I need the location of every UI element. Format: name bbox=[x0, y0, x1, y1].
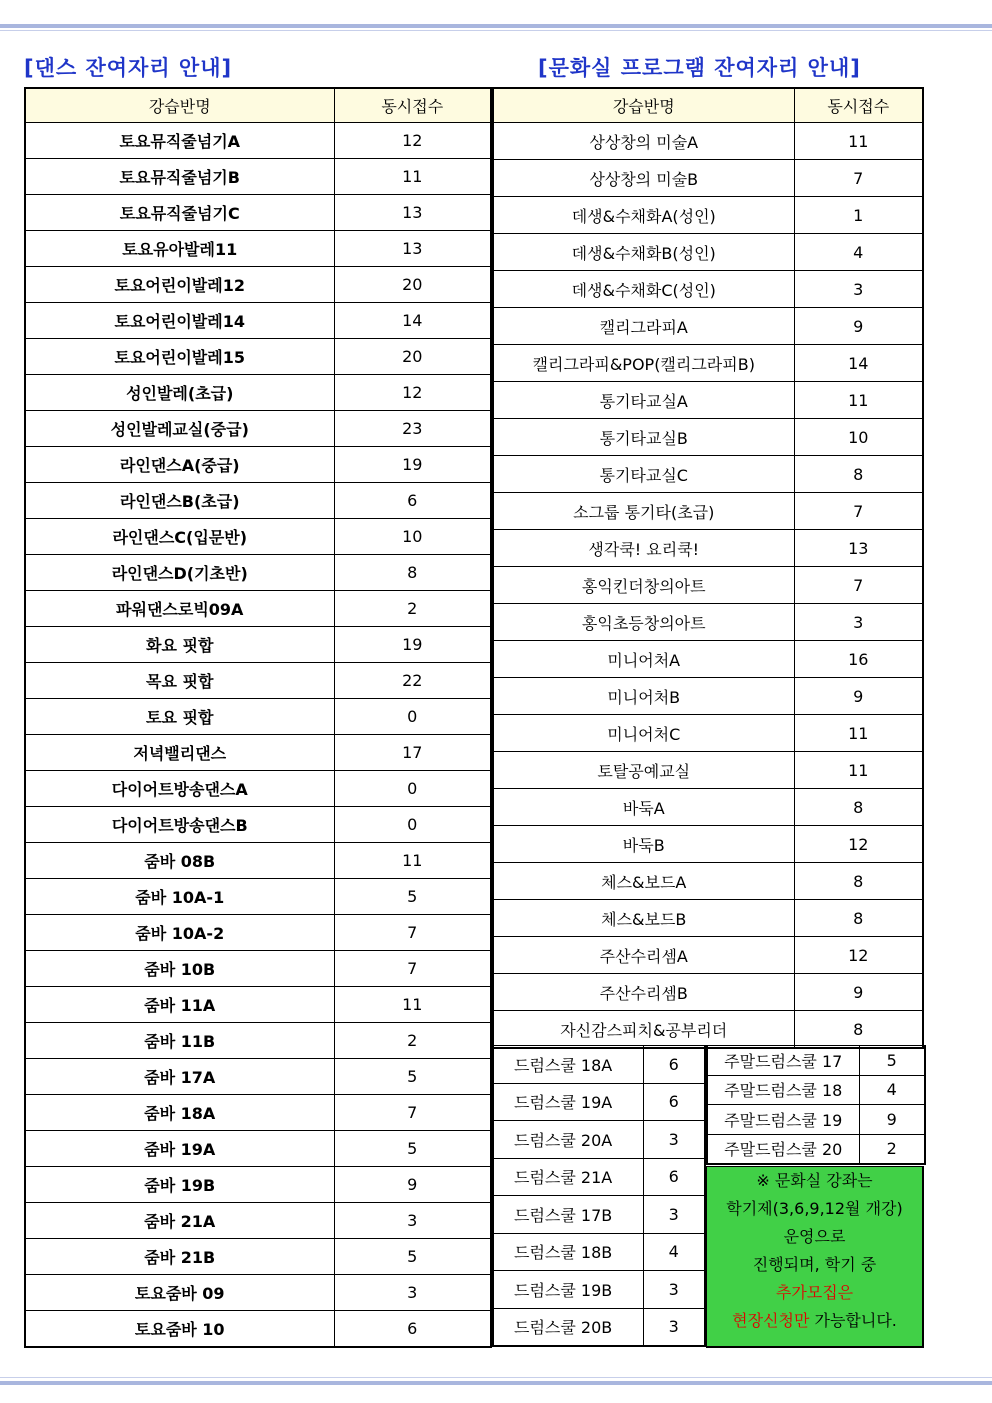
seat-count-cell: 11 bbox=[334, 159, 491, 195]
culture-row bbox=[493, 604, 923, 641]
seat-count-cell: 3 bbox=[643, 1308, 705, 1346]
seat-count-cell: 0 bbox=[334, 807, 491, 843]
seat-count-cell: 14 bbox=[794, 345, 923, 382]
class-name-cell: 바둑B bbox=[493, 826, 794, 863]
class-name-cell: 줌바 21B bbox=[25, 1239, 334, 1275]
class-name-cell: 성인발레(초급) bbox=[25, 375, 334, 411]
drum-row bbox=[493, 1196, 705, 1234]
class-name-cell: 홍익초등창의아트 bbox=[493, 604, 794, 641]
top-frame-line bbox=[0, 24, 992, 28]
weekend-drum-row bbox=[707, 1134, 925, 1164]
seat-count-cell: 5 bbox=[334, 1059, 491, 1095]
seat-count-cell: 5 bbox=[334, 1239, 491, 1275]
dance-row bbox=[25, 1275, 491, 1311]
culture-row bbox=[493, 530, 923, 567]
dance-row bbox=[25, 1203, 491, 1239]
class-name-cell: 홍익킨더창의아트 bbox=[493, 567, 794, 604]
notice-line-red: 추가모집은 bbox=[775, 1283, 854, 1302]
drum-row bbox=[493, 1308, 705, 1346]
class-name-cell: 주산수리셈B bbox=[493, 974, 794, 1011]
class-name-cell: 상상창의 미술A bbox=[493, 123, 794, 160]
class-name-cell: 드럼스쿨 20A bbox=[493, 1121, 643, 1159]
culture-row bbox=[493, 1011, 923, 1049]
seat-count-cell: 9 bbox=[794, 678, 923, 715]
dance-row bbox=[25, 303, 491, 339]
class-name-cell: 토요줌바 09 bbox=[25, 1275, 334, 1311]
class-name-cell: 드럼스쿨 18A bbox=[493, 1046, 643, 1084]
seat-count-cell: 20 bbox=[334, 267, 491, 303]
dance-row bbox=[25, 555, 491, 591]
culture-row bbox=[493, 419, 923, 456]
seat-count-cell: 13 bbox=[334, 231, 491, 267]
culture-row bbox=[493, 345, 923, 382]
class-name-cell: 줌바 10B bbox=[25, 951, 334, 987]
seat-count-cell: 12 bbox=[794, 937, 923, 974]
seat-count-cell: 3 bbox=[643, 1196, 705, 1234]
culture-row bbox=[493, 974, 923, 1011]
culture-row bbox=[493, 197, 923, 234]
class-name-cell: 드럼스쿨 17B bbox=[493, 1196, 643, 1234]
dance-row bbox=[25, 987, 491, 1023]
weekend-drum-row bbox=[707, 1046, 925, 1076]
dance-row bbox=[25, 771, 491, 807]
seat-count-cell: 3 bbox=[794, 604, 923, 641]
drum-table bbox=[492, 1045, 706, 1347]
class-name-cell: 토탈공예교실 bbox=[493, 752, 794, 789]
dance-row bbox=[25, 951, 491, 987]
class-name-cell: 토요어린이발레15 bbox=[25, 339, 334, 375]
class-name-cell: 줌바 19B bbox=[25, 1167, 334, 1203]
class-name-cell: 성인발레교실(중급) bbox=[25, 411, 334, 447]
class-name-cell: 파워댄스로빅09A bbox=[25, 591, 334, 627]
notice-line: 학기제(3,6,9,12월 개강) bbox=[726, 1199, 903, 1218]
culture-row bbox=[493, 382, 923, 419]
class-name-cell: 줌바 08B bbox=[25, 843, 334, 879]
dance-row bbox=[25, 1167, 491, 1203]
dance-row bbox=[25, 591, 491, 627]
class-name-cell: 체스&보드B bbox=[493, 900, 794, 937]
seat-count-cell: 2 bbox=[859, 1134, 925, 1164]
culture-table bbox=[492, 87, 924, 1049]
class-name-cell: 토요어린이발레12 bbox=[25, 267, 334, 303]
drum-row bbox=[493, 1121, 705, 1159]
culture-row bbox=[493, 789, 923, 826]
class-name-cell: 주산수리셈A bbox=[493, 937, 794, 974]
class-name-cell: 줌바 10A-2 bbox=[25, 915, 334, 951]
class-name-cell: 드럼스쿨 19B bbox=[493, 1271, 643, 1309]
class-name-cell: 줌바 11A bbox=[25, 987, 334, 1023]
dance-row bbox=[25, 267, 491, 303]
drum-row bbox=[493, 1083, 705, 1121]
drum-row bbox=[493, 1158, 705, 1196]
dance-row bbox=[25, 663, 491, 699]
seat-count-cell: 8 bbox=[794, 456, 923, 493]
class-name-cell: 저녁밸리댄스 bbox=[25, 735, 334, 771]
notice-box bbox=[706, 1166, 924, 1348]
seat-count-cell: 3 bbox=[643, 1121, 705, 1159]
dance-row bbox=[25, 447, 491, 483]
seat-count-cell: 6 bbox=[334, 483, 491, 519]
seat-count-cell: 8 bbox=[794, 1011, 923, 1049]
class-name-cell: 다이어트방송댄스A bbox=[25, 771, 334, 807]
class-name-cell: 토요유아발레11 bbox=[25, 231, 334, 267]
seat-count-cell: 8 bbox=[794, 863, 923, 900]
culture-row bbox=[493, 900, 923, 937]
seat-count-cell: 19 bbox=[334, 627, 491, 663]
seat-count-cell: 0 bbox=[334, 699, 491, 735]
class-name-cell: 소그룹 통기타(초급) bbox=[493, 493, 794, 530]
class-name-cell: 캘리그라피A bbox=[493, 308, 794, 345]
dance-row bbox=[25, 1311, 491, 1348]
seat-count-cell: 3 bbox=[794, 271, 923, 308]
seat-count-cell: 19 bbox=[334, 447, 491, 483]
dance-row bbox=[25, 339, 491, 375]
class-name-cell: 토요뮤직줄넘기B bbox=[25, 159, 334, 195]
class-name-cell: 줌바 17A bbox=[25, 1059, 334, 1095]
culture-row bbox=[493, 641, 923, 678]
seat-count-cell: 9 bbox=[859, 1105, 925, 1135]
class-name-cell: 데생&수채화C(성인) bbox=[493, 271, 794, 308]
seat-count-cell: 3 bbox=[334, 1275, 491, 1311]
seat-count-cell: 22 bbox=[334, 663, 491, 699]
culture-row bbox=[493, 271, 923, 308]
dance-row bbox=[25, 627, 491, 663]
dance-row bbox=[25, 375, 491, 411]
seat-count-cell: 16 bbox=[794, 641, 923, 678]
class-name-cell: 미니어처B bbox=[493, 678, 794, 715]
seat-count-cell: 10 bbox=[334, 519, 491, 555]
seat-count-cell: 7 bbox=[794, 160, 923, 197]
seat-count-cell: 11 bbox=[334, 843, 491, 879]
seat-count-cell: 11 bbox=[794, 382, 923, 419]
dance-row bbox=[25, 519, 491, 555]
seat-count-cell: 1 bbox=[794, 197, 923, 234]
seat-count-cell: 12 bbox=[334, 375, 491, 411]
seat-count-cell: 7 bbox=[334, 951, 491, 987]
drum-row bbox=[493, 1046, 705, 1084]
bottom-frame-line bbox=[0, 1381, 992, 1385]
class-name-cell: 데생&수채화B(성인) bbox=[493, 234, 794, 271]
seat-count-cell: 11 bbox=[794, 715, 923, 752]
class-name-cell: 생각쿡! 요리쿡! bbox=[493, 530, 794, 567]
dance-row bbox=[25, 411, 491, 447]
class-name-cell: 주말드럼스쿨 19 bbox=[707, 1105, 859, 1135]
seat-count-cell: 4 bbox=[643, 1233, 705, 1271]
class-name-cell: 드럼스쿨 18B bbox=[493, 1233, 643, 1271]
seat-count-cell: 6 bbox=[643, 1158, 705, 1196]
class-name-cell: 드럼스쿨 19A bbox=[493, 1083, 643, 1121]
seat-count-cell: 7 bbox=[334, 1095, 491, 1131]
dance-row bbox=[25, 123, 491, 159]
seat-count-cell: 13 bbox=[334, 195, 491, 231]
seat-count-cell: 11 bbox=[794, 123, 923, 160]
culture-row bbox=[493, 308, 923, 345]
class-name-cell: 드럼스쿨 21A bbox=[493, 1158, 643, 1196]
class-name-cell: 주말드럼스쿨 20 bbox=[707, 1134, 859, 1164]
culture-row bbox=[493, 715, 923, 752]
bottom-frame-inner-line bbox=[0, 1377, 992, 1378]
class-name-cell: 통기타교실A bbox=[493, 382, 794, 419]
seat-count-cell: 6 bbox=[643, 1083, 705, 1121]
dance-row bbox=[25, 1059, 491, 1095]
class-name-cell: 라인댄스D(기초반) bbox=[25, 555, 334, 591]
seat-count-cell: 0 bbox=[334, 771, 491, 807]
class-name-cell: 토요뮤직줄넘기A bbox=[25, 123, 334, 159]
seat-count-cell: 9 bbox=[334, 1167, 491, 1203]
seat-count-cell: 7 bbox=[334, 915, 491, 951]
dance-row bbox=[25, 807, 491, 843]
culture-title: [문화실 프로그램 잔여자리 안내] bbox=[538, 56, 861, 80]
notice-red-text: 현장신청만 bbox=[732, 1311, 810, 1330]
seat-count-cell: 8 bbox=[794, 900, 923, 937]
drum-row bbox=[493, 1233, 705, 1271]
class-name-cell: 토요줌바 10 bbox=[25, 1311, 334, 1348]
seat-count-cell: 11 bbox=[334, 987, 491, 1023]
class-name-cell: 주말드럼스쿨 17 bbox=[707, 1046, 859, 1076]
notice-line: 진행되며, 학기 중 bbox=[752, 1255, 877, 1274]
class-name-cell: 토요어린이발레14 bbox=[25, 303, 334, 339]
class-name-cell: 미니어처A bbox=[493, 641, 794, 678]
culture-row bbox=[493, 493, 923, 530]
dance-header-class: 강습반명 bbox=[25, 88, 334, 123]
dance-row bbox=[25, 1239, 491, 1275]
class-name-cell: 줌바 18A bbox=[25, 1095, 334, 1131]
seat-count-cell: 10 bbox=[794, 419, 923, 456]
seat-count-cell: 17 bbox=[334, 735, 491, 771]
class-name-cell: 다이어트방송댄스B bbox=[25, 807, 334, 843]
notice-line-mixed bbox=[707, 1307, 922, 1335]
culture-header-count: 동시접수 bbox=[794, 88, 923, 123]
class-name-cell: 통기타교실B bbox=[493, 419, 794, 456]
dance-row bbox=[25, 483, 491, 519]
notice-line: 운영으로 bbox=[783, 1227, 846, 1246]
seat-count-cell: 5 bbox=[334, 1131, 491, 1167]
seat-count-cell: 23 bbox=[334, 411, 491, 447]
seat-count-cell: 5 bbox=[859, 1046, 925, 1076]
culture-row bbox=[493, 863, 923, 900]
weekend-drum-row bbox=[707, 1105, 925, 1135]
dance-row bbox=[25, 1095, 491, 1131]
class-name-cell: 토요뮤직줄넘기C bbox=[25, 195, 334, 231]
seat-count-cell: 12 bbox=[794, 826, 923, 863]
dance-row bbox=[25, 843, 491, 879]
dance-row bbox=[25, 915, 491, 951]
class-name-cell: 체스&보드A bbox=[493, 863, 794, 900]
dance-row bbox=[25, 1023, 491, 1059]
seat-count-cell: 14 bbox=[334, 303, 491, 339]
seat-count-cell: 7 bbox=[794, 493, 923, 530]
seat-count-cell: 2 bbox=[334, 591, 491, 627]
seat-count-cell: 8 bbox=[334, 555, 491, 591]
culture-header-row bbox=[493, 88, 923, 123]
dance-title: [댄스 잔여자리 안내] bbox=[24, 56, 233, 80]
seat-count-cell: 5 bbox=[334, 879, 491, 915]
seat-count-cell: 20 bbox=[334, 339, 491, 375]
drum-row bbox=[493, 1271, 705, 1309]
class-name-cell: 통기타교실C bbox=[493, 456, 794, 493]
culture-row bbox=[493, 234, 923, 271]
seat-count-cell: 12 bbox=[334, 123, 491, 159]
seat-count-cell: 13 bbox=[794, 530, 923, 567]
class-name-cell: 화요 핏합 bbox=[25, 627, 334, 663]
seat-count-cell: 6 bbox=[643, 1046, 705, 1084]
culture-row bbox=[493, 160, 923, 197]
culture-row bbox=[493, 937, 923, 974]
dance-row bbox=[25, 159, 491, 195]
seat-count-cell: 7 bbox=[794, 567, 923, 604]
class-name-cell: 라인댄스C(입문반) bbox=[25, 519, 334, 555]
class-name-cell: 목요 핏합 bbox=[25, 663, 334, 699]
seat-count-cell: 4 bbox=[794, 234, 923, 271]
class-name-cell: 라인댄스A(중급) bbox=[25, 447, 334, 483]
class-name-cell: 캘리그라피&POP(캘리그라피B) bbox=[493, 345, 794, 382]
class-name-cell: 줌바 21A bbox=[25, 1203, 334, 1239]
class-name-cell: 라인댄스B(초급) bbox=[25, 483, 334, 519]
seat-count-cell: 2 bbox=[334, 1023, 491, 1059]
dance-table bbox=[24, 87, 492, 1348]
culture-row bbox=[493, 826, 923, 863]
notice-text: 가능합니다. bbox=[809, 1311, 897, 1330]
culture-row bbox=[493, 567, 923, 604]
class-name-cell: 데생&수채화A(성인) bbox=[493, 197, 794, 234]
seat-count-cell: 9 bbox=[794, 308, 923, 345]
class-name-cell: 줌바 10A-1 bbox=[25, 879, 334, 915]
dance-row bbox=[25, 735, 491, 771]
culture-row bbox=[493, 752, 923, 789]
seat-count-cell: 8 bbox=[794, 789, 923, 826]
class-name-cell: 줌바 11B bbox=[25, 1023, 334, 1059]
weekend-drum-table bbox=[706, 1045, 926, 1165]
class-name-cell: 미니어처C bbox=[493, 715, 794, 752]
class-name-cell: 드럼스쿨 20B bbox=[493, 1308, 643, 1346]
dance-row bbox=[25, 195, 491, 231]
top-frame-inner-line bbox=[0, 30, 992, 31]
class-name-cell: 바둑A bbox=[493, 789, 794, 826]
seat-count-cell: 11 bbox=[794, 752, 923, 789]
class-name-cell: 토요 핏합 bbox=[25, 699, 334, 735]
weekend-drum-row bbox=[707, 1075, 925, 1105]
dance-row bbox=[25, 231, 491, 267]
class-name-cell: 자신감스피치&공부리더 bbox=[493, 1011, 794, 1049]
notice-line: ※ 문화실 강좌는 bbox=[756, 1171, 873, 1190]
culture-header-class: 강습반명 bbox=[493, 88, 794, 123]
seat-count-cell: 4 bbox=[859, 1075, 925, 1105]
culture-row bbox=[493, 123, 923, 160]
seat-count-cell: 9 bbox=[794, 974, 923, 1011]
seat-count-cell: 3 bbox=[334, 1203, 491, 1239]
dance-header-count: 동시접수 bbox=[334, 88, 491, 123]
dance-row bbox=[25, 699, 491, 735]
class-name-cell: 상상창의 미술B bbox=[493, 160, 794, 197]
culture-row bbox=[493, 456, 923, 493]
dance-row bbox=[25, 1131, 491, 1167]
class-name-cell: 줌바 19A bbox=[25, 1131, 334, 1167]
culture-row bbox=[493, 678, 923, 715]
class-name-cell: 주말드럼스쿨 18 bbox=[707, 1075, 859, 1105]
dance-row bbox=[25, 879, 491, 915]
seat-count-cell: 6 bbox=[334, 1311, 491, 1348]
seat-count-cell: 3 bbox=[643, 1271, 705, 1309]
dance-header-row bbox=[25, 88, 491, 123]
